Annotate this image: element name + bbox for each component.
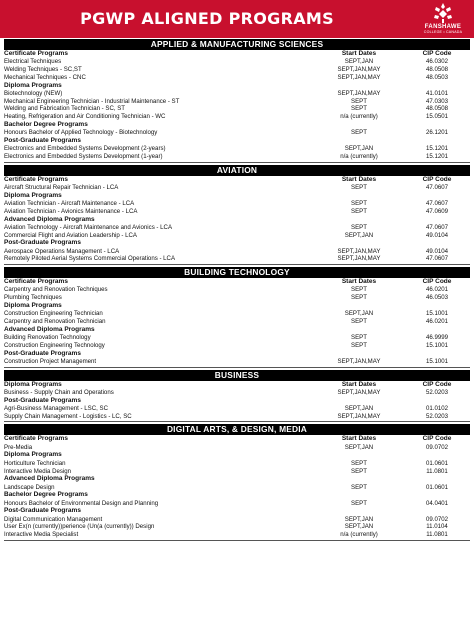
category-heading-row <box>4 137 470 145</box>
program-name-heading: Post-Graduate Programs <box>4 396 81 404</box>
cip-code: 47.0607 <box>425 255 449 263</box>
start-dates-heading <box>314 475 404 483</box>
cip-code: 15.1201 <box>425 152 449 160</box>
category-heading-row <box>4 491 470 499</box>
program-name-heading: Certificate Programs <box>4 50 68 57</box>
program-row <box>4 444 470 452</box>
cip-code: 11.0801 <box>426 531 448 539</box>
program-name: Construction Engineering Technician <box>4 310 103 318</box>
cip-code: 01.0601 <box>425 483 449 491</box>
cip-code-heading: CIP Code <box>422 175 452 183</box>
category-heading-row <box>4 216 470 224</box>
cip-code: 15.0501 <box>425 113 449 121</box>
program-name: Agri-Business Management - LSC, SC <box>4 404 108 412</box>
cip-code: 04.0401 <box>425 499 449 507</box>
program-row <box>4 129 470 137</box>
program-name: Aviation Technology - Aircraft Maintenance and Avionics - LCA <box>4 223 173 231</box>
program-name: Honours Bachelor of Environmental Design and Planning <box>4 499 159 507</box>
program-name: Electrical Techniques <box>4 58 62 66</box>
program-row <box>4 389 470 397</box>
start-dates: SEPT,JAN <box>344 310 374 318</box>
program-name: Aircraft Structural Repair Technician - LCA <box>4 183 119 191</box>
cip-code: 09.0702 <box>425 515 449 523</box>
cip-code-heading <box>404 475 470 483</box>
program-row <box>4 208 470 216</box>
program-row <box>4 184 470 192</box>
program-name: Pre-Media <box>4 443 33 451</box>
cip-code-heading: CIP Code <box>422 278 452 286</box>
program-name-heading: Post-Graduate Programs <box>4 349 81 357</box>
section-header: DIGITAL ARTS, & DESIGN, MEDIA <box>4 424 470 435</box>
start-dates: SEPT,JAN <box>344 145 374 153</box>
cip-code: 15.1001 <box>425 310 449 318</box>
start-dates-heading <box>314 216 404 224</box>
section-header: AVIATION <box>4 165 470 176</box>
start-dates-heading: Start Dates <box>341 380 377 388</box>
cip-code: 49.0104 <box>425 231 449 239</box>
start-dates-heading <box>314 137 404 145</box>
cip-code: 47.0609 <box>425 207 449 215</box>
program-name: Supply Chain Management - Logistics - LC, SC <box>4 412 132 420</box>
start-dates: SEPT,JAN <box>344 443 374 451</box>
cip-code: 01.0102 <box>425 404 449 412</box>
start-dates-heading <box>314 302 404 310</box>
program-name: Carpentry and Renovation Technician <box>4 317 106 325</box>
cip-code-heading <box>404 491 470 499</box>
start-dates-heading: Start Dates <box>341 50 377 57</box>
category-heading-row <box>4 239 470 247</box>
start-dates: SEPT,JAN,MAY <box>337 412 381 420</box>
program-name-heading: Post-Graduate Programs <box>4 507 81 515</box>
cip-code-heading <box>404 192 470 200</box>
cip-code: 47.0303 <box>425 97 449 105</box>
fanshawe-logo <box>418 2 468 36</box>
start-dates-heading <box>314 192 404 200</box>
category-heading-row <box>4 350 470 358</box>
program-name-heading: Diploma Programs <box>4 380 62 388</box>
program-name: Aviation Technician - Avionics Maintenance - LCA <box>4 207 138 215</box>
logo-subtitle: COLLEGE • CANADA <box>423 30 463 34</box>
program-name: Mechanical Engineering Technician - Industrial Maintenance - ST <box>4 97 180 105</box>
category-heading-row <box>4 435 470 443</box>
section-body <box>4 176 470 265</box>
program-name: Aviation Technician - Aircraft Maintenance - LCA <box>4 200 135 208</box>
program-row <box>4 531 470 539</box>
category-heading-row <box>4 381 470 389</box>
cip-code: 48.0508 <box>425 66 449 74</box>
cip-code-heading <box>404 326 470 334</box>
cip-code-heading: CIP Code <box>422 50 452 57</box>
cip-code-heading <box>404 451 470 459</box>
cip-code: 11.0104 <box>426 523 448 531</box>
program-name: Digital Communication Management <box>4 515 103 523</box>
program-name: Heating, Refrigeration and Air Conditioning Technician - WC <box>4 113 166 121</box>
cip-code: 11.0801 <box>426 467 448 475</box>
cip-code: 01.0601 <box>425 459 449 467</box>
start-dates: SEPT,JAN,MAY <box>337 357 381 365</box>
program-row <box>4 500 470 508</box>
cip-code: 26.1201 <box>425 129 449 137</box>
program-name-heading: Certificate Programs <box>4 278 68 286</box>
start-dates: SEPT,JAN,MAY <box>337 255 381 263</box>
program-name-heading: Advanced Diploma Programs <box>4 475 95 483</box>
program-row <box>4 145 470 153</box>
cip-code: 52.0203 <box>425 412 449 420</box>
program-name: Interactive Media Design <box>4 467 72 475</box>
start-dates-heading <box>314 239 404 247</box>
category-heading-row <box>4 278 470 286</box>
program-name-heading: Bachelor Degree Programs <box>4 491 88 499</box>
start-dates: SEPT <box>351 317 367 325</box>
program-row <box>4 255 470 263</box>
program-name: Mechanical Techniques - CNC <box>4 73 86 81</box>
program-name: Welding and Fabrication Technician - SC, ST <box>4 105 126 113</box>
cip-code: 46.9999 <box>425 334 449 342</box>
start-dates-heading: Start Dates <box>341 175 377 183</box>
section-header: BUSINESS <box>4 370 470 381</box>
cip-code: 48.0503 <box>425 73 449 81</box>
program-name: Horticulture Technician <box>4 459 66 467</box>
cip-code-heading <box>404 137 470 145</box>
section-body <box>4 278 470 367</box>
program-name: Biotechnology (NEW) <box>4 89 63 97</box>
program-row <box>4 484 470 492</box>
program-name: Construction Engineering Technology <box>4 341 105 349</box>
program-row <box>4 153 470 161</box>
start-dates: SEPT <box>351 200 367 208</box>
program-name: Welding Techniques - SC,ST <box>4 66 82 74</box>
program-row <box>4 286 470 294</box>
program-name: Building Renovation Technology <box>4 334 91 342</box>
start-dates-heading <box>314 491 404 499</box>
program-row <box>4 318 470 326</box>
program-row <box>4 232 470 240</box>
cip-code-heading <box>404 216 470 224</box>
maple-crest-icon <box>432 2 454 24</box>
program-name-heading: Diploma Programs <box>4 301 62 309</box>
category-heading-row <box>4 507 470 515</box>
program-name: Electronics and Embedded Systems Development (1-year) <box>4 152 163 160</box>
start-dates: SEPT <box>351 459 367 467</box>
cip-code: 41.0101 <box>425 89 449 97</box>
program-name: Carpentry and Renovation Techniques <box>4 286 108 294</box>
section-body <box>4 435 470 540</box>
program-row <box>4 460 470 468</box>
section-body <box>4 50 470 163</box>
program-row <box>4 58 470 66</box>
section-body <box>4 381 470 423</box>
cip-code: 47.0607 <box>425 200 449 208</box>
start-dates-heading <box>314 350 404 358</box>
start-dates-heading <box>314 507 404 515</box>
cip-code-heading: CIP Code <box>422 380 452 388</box>
program-name: Electronics and Embedded Systems Development (2-years) <box>4 145 166 153</box>
start-dates: n/a (currently) <box>340 152 378 160</box>
program-row <box>4 74 470 82</box>
program-row <box>4 310 470 318</box>
program-name: Construction Project Management <box>4 357 97 365</box>
program-name-heading: Diploma Programs <box>4 451 62 459</box>
category-heading-row <box>4 326 470 334</box>
cip-code: 15.1001 <box>425 357 449 365</box>
program-name: Aerospace Operations Management - LCA <box>4 247 120 255</box>
program-row <box>4 334 470 342</box>
start-dates: SEPT,JAN,MAY <box>337 66 381 74</box>
program-name: Remotely Piloted Aerial Systems Commercial Operations - LCA <box>4 255 176 263</box>
start-dates: SEPT <box>351 286 367 294</box>
program-name-heading: Post-Graduate Programs <box>4 239 81 247</box>
start-dates: SEPT <box>351 483 367 491</box>
program-row <box>4 90 470 98</box>
page-title: PGWP ALIGNED PROGRAMS <box>80 9 334 28</box>
start-dates-heading <box>314 82 404 90</box>
cip-code-heading <box>404 82 470 90</box>
program-row <box>4 468 470 476</box>
category-heading-row <box>4 176 470 184</box>
program-name: Commercial Flight and Aviation Leadership - LCA <box>4 231 137 239</box>
cip-code-heading: CIP Code <box>422 435 452 443</box>
start-dates: SEPT <box>351 223 367 231</box>
cip-code: 46.0302 <box>425 58 449 66</box>
category-heading-row <box>4 451 470 459</box>
program-name-heading: Post-Graduate Programs <box>4 136 81 144</box>
cip-code: 47.0607 <box>425 223 449 231</box>
start-dates-heading <box>314 397 404 405</box>
program-row <box>4 224 470 232</box>
category-heading-row <box>4 475 470 483</box>
start-dates: SEPT,JAN <box>344 231 374 239</box>
program-row <box>4 294 470 302</box>
start-dates: SEPT <box>351 105 367 113</box>
program-row <box>4 200 470 208</box>
start-dates-heading <box>314 121 404 129</box>
cip-code: 52.0203 <box>425 388 449 396</box>
category-heading-row <box>4 82 470 90</box>
cip-code: 46.0201 <box>425 317 449 325</box>
start-dates-heading: Start Dates <box>341 278 377 286</box>
cip-code: 48.0508 <box>425 105 449 113</box>
start-dates: SEPT <box>351 467 367 475</box>
program-row <box>4 105 470 113</box>
cip-code: 46.0201 <box>425 286 449 294</box>
page-header <box>0 0 474 38</box>
program-row <box>4 523 470 531</box>
start-dates: SEPT <box>351 129 367 137</box>
start-dates: SEPT <box>351 97 367 105</box>
cip-code-heading <box>404 350 470 358</box>
category-heading-row <box>4 397 470 405</box>
program-name-heading: Advanced Diploma Programs <box>4 215 95 223</box>
program-row <box>4 66 470 74</box>
category-heading-row <box>4 121 470 129</box>
start-dates: SEPT <box>351 294 367 302</box>
cip-code: 09.0702 <box>425 443 449 451</box>
cip-code-heading <box>404 302 470 310</box>
program-name: Landscape Design <box>4 483 55 491</box>
category-heading-row <box>4 192 470 200</box>
start-dates-heading <box>314 451 404 459</box>
start-dates: SEPT,JAN <box>344 515 374 523</box>
start-dates: SEPT <box>351 334 367 342</box>
category-heading-row <box>4 302 470 310</box>
program-name: Plumbing Techniques <box>4 294 62 302</box>
program-row <box>4 405 470 413</box>
start-dates: SEPT,JAN <box>344 523 374 531</box>
cip-code-heading <box>404 397 470 405</box>
cip-code: 15.1001 <box>425 341 449 349</box>
program-name: Honours Bachelor of Applied Technology - Biotechnology <box>4 129 158 137</box>
cip-code: 49.0104 <box>425 247 449 255</box>
cip-code-heading <box>404 239 470 247</box>
start-dates-heading <box>314 326 404 334</box>
program-name-heading: Bachelor Degree Programs <box>4 120 88 128</box>
program-row <box>4 98 470 106</box>
cip-code-heading <box>404 507 470 515</box>
section-header: BUILDING TECHNOLOGY <box>4 267 470 278</box>
start-dates-heading: Start Dates <box>341 435 377 443</box>
start-dates: SEPT,JAN,MAY <box>337 89 381 97</box>
start-dates: SEPT,JAN <box>344 404 374 412</box>
program-row <box>4 113 470 121</box>
category-heading-row <box>4 50 470 58</box>
program-name: User Ex(n (currently))perience (Un(a (currently)) Design <box>4 523 155 531</box>
start-dates: SEPT <box>351 183 367 191</box>
cip-code-heading <box>404 121 470 129</box>
start-dates: n/a (currently) <box>340 531 378 539</box>
cip-code: 46.0503 <box>425 294 449 302</box>
program-row <box>4 413 470 421</box>
program-row <box>4 342 470 350</box>
logo-name: FANSHAWE <box>424 24 462 30</box>
cip-code: 47.0607 <box>425 183 449 191</box>
program-name: Business - Supply Chain and Operations <box>4 388 114 396</box>
start-dates: SEPT,JAN,MAY <box>337 73 381 81</box>
program-name-heading: Certificate Programs <box>4 435 68 443</box>
start-dates: SEPT,JAN,MAY <box>337 388 381 396</box>
program-row <box>4 516 470 524</box>
start-dates: SEPT,JAN,MAY <box>337 247 381 255</box>
program-row <box>4 248 470 256</box>
start-dates: n/a (currently) <box>340 113 378 121</box>
program-name-heading: Diploma Programs <box>4 81 62 89</box>
program-name-heading: Certificate Programs <box>4 175 68 183</box>
start-dates: SEPT <box>351 207 367 215</box>
cip-code: 15.1201 <box>425 145 449 153</box>
program-name: Interactive Media Specialist <box>4 531 79 539</box>
program-name-heading: Diploma Programs <box>4 191 62 199</box>
program-name-heading: Advanced Diploma Programs <box>4 325 95 333</box>
section-header: APPLIED & MANUFACTURING SCIENCES <box>4 39 470 50</box>
program-list <box>4 38 470 541</box>
program-row <box>4 358 470 366</box>
start-dates: SEPT,JAN <box>344 58 374 66</box>
start-dates: SEPT <box>351 341 367 349</box>
start-dates: SEPT <box>351 499 367 507</box>
